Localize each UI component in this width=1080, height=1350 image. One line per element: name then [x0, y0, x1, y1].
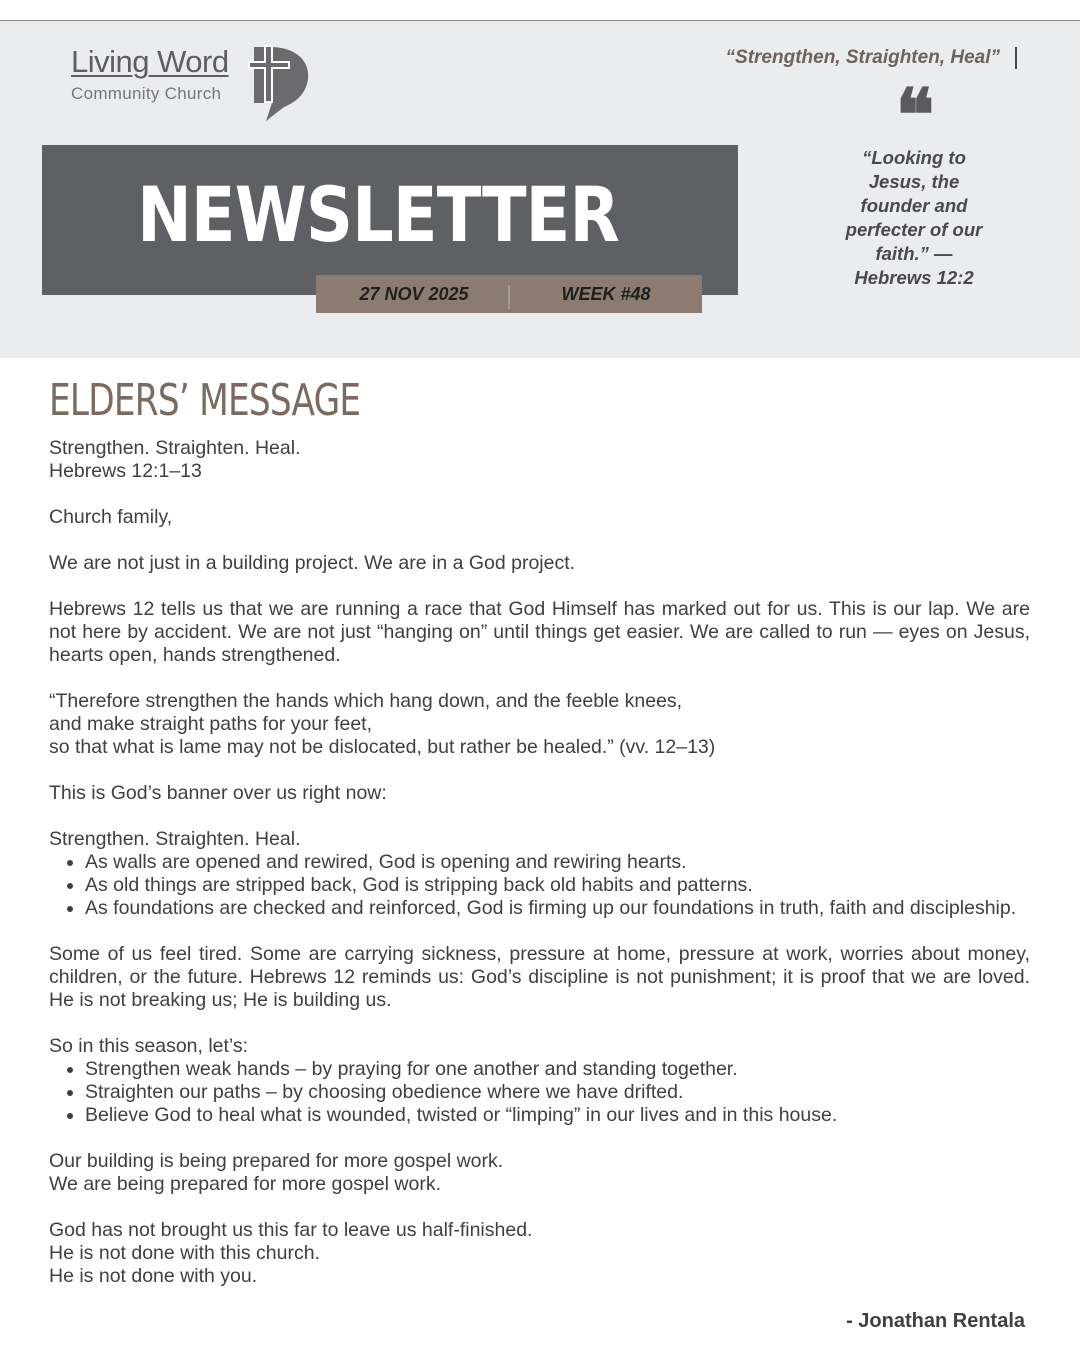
paragraph: Strengthen. Straighten. Heal. — [49, 828, 301, 850]
issue-date: 27 NOV 2025 — [359, 284, 469, 304]
tagline-divider — [1015, 47, 1017, 69]
paragraph: So in this season, let’s: — [49, 1035, 249, 1057]
list-item: • Straighten our paths – by choosing obedience where we have drifted. — [85, 1081, 1030, 1104]
newsletter-title: NEWSLETTER — [137, 170, 619, 259]
title-banner — [42, 145, 738, 295]
date-week-strip — [316, 275, 702, 313]
church-logo — [68, 45, 318, 125]
logo-wordmark: Living Word — [71, 44, 229, 79]
paragraph: Some of us feel tired. Some are carrying sickness, pressure at home, pressure at work, worries about money, children, or the future. Hebrews 12 reminds us: God’s discipline is not punishment; it is proof that we are loved. He is not breaking us; He is building us. — [49, 943, 1030, 1011]
scripture-verse: “Looking to Jesus, the founder and perfecter of our faith.” — Hebrews 12:2 — [845, 147, 983, 288]
paragraph: Strengthen. Straighten. Heal. — [49, 437, 301, 459]
issue-week: WEEK #48 — [561, 284, 651, 304]
newsletter-header — [0, 21, 1080, 358]
quote-icon: ❝ — [895, 72, 935, 157]
bullet-list — [49, 851, 1030, 920]
signature: - Jonathan Rentala — [846, 1310, 1025, 1332]
paragraph: God has not brought us this far to leave us half-finished. — [49, 1219, 533, 1241]
list-item: • As old things are stripped back, God is stripping back old habits and patterns. — [85, 874, 1030, 897]
paragraph: Church family, — [49, 506, 173, 528]
paragraph: Our building is being prepared for more gospel work. — [49, 1150, 504, 1172]
section-title: ELDERS’ MESSAGE — [49, 375, 361, 426]
paragraph: This is God’s banner over us right now: — [49, 782, 387, 804]
bullet-list — [49, 1058, 1030, 1127]
list-item: • As walls are opened and rewired, God is opening and rewiring hearts. — [85, 851, 1030, 874]
list-item: • Believe God to heal what is wounded, twisted or “limping” in our lives and in this house. — [85, 1104, 1030, 1127]
theme-tagline: “Strengthen, Straighten, Heal” — [725, 47, 1000, 68]
quote-line: so that what is lame may not be dislocated, but rather be healed.” (vv. 12–13) — [49, 736, 716, 758]
paragraph: We are being prepared for more gospel work. — [49, 1173, 442, 1195]
cross-speech-bubble-icon — [240, 43, 312, 123]
quote-line: and make straight paths for your feet, — [49, 713, 373, 735]
paragraph: Hebrews 12 tells us that we are running a race that God Himself has marked out for us. This is our lap. We are not here by accident. We are not just “hanging on” until things get easier. We are called to run — eyes on Jesus, hearts open, hands strengthened. — [49, 598, 1030, 666]
logo-subtitle: Community Church — [71, 84, 222, 103]
paragraph: He is not done with you. — [49, 1265, 258, 1287]
paragraph: We are not just in a building project. We are in a God project. — [49, 552, 576, 574]
quote-line: “Therefore strengthen the hands which hang down, and the feeble knees, — [49, 690, 683, 712]
paragraph: Hebrews 12:1–13 — [49, 460, 202, 482]
list-item: • Strengthen weak hands – by praying for one another and standing together. — [85, 1058, 1030, 1081]
paragraph: He is not done with this church. — [49, 1242, 320, 1264]
list-item: • As foundations are checked and reinforced, God is firming up our foundations in truth, faith and discipleship. — [85, 897, 1030, 920]
elders-message-body — [49, 437, 1030, 1288]
